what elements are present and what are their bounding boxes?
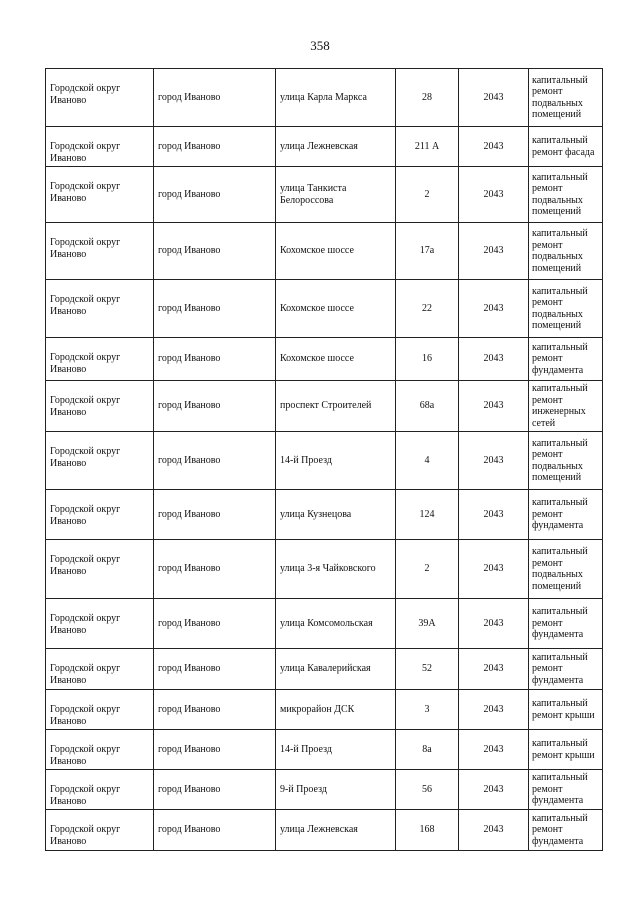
municipality-cell: Городской округ Иваново	[46, 280, 154, 338]
street-cell: Кохомское шоссе	[276, 338, 396, 381]
page-number: 358	[310, 38, 330, 53]
table-row	[46, 599, 603, 649]
work-type-cell: капитальный ремонт фундамента	[529, 490, 603, 540]
street-cell: Кохомское шоссе	[276, 223, 396, 280]
settlement-cell: город Иваново	[154, 490, 276, 540]
municipality-cell: Городской округ Иваново	[46, 69, 154, 127]
street-cell: улица Кузнецова	[276, 490, 396, 540]
year-cell: 2043	[459, 540, 529, 599]
municipality-cell: Городской округ Иваново	[46, 432, 154, 490]
housing-repair-table	[45, 68, 603, 851]
settlement-cell: город Иваново	[154, 649, 276, 690]
house-number-cell: 4	[396, 432, 459, 490]
house-number-cell: 16	[396, 338, 459, 381]
work-type-cell: капитальный ремонт фасада	[529, 127, 603, 167]
house-number-cell: 3	[396, 690, 459, 730]
table-row	[46, 649, 603, 690]
work-type-cell: капитальный ремонт подвальных помещений	[529, 167, 603, 223]
year-cell: 2043	[459, 381, 529, 432]
year-cell: 2043	[459, 490, 529, 540]
table-row	[46, 223, 603, 280]
municipality-cell: Городской округ Иваново	[46, 490, 154, 540]
municipality-cell: Городской округ Иваново	[46, 127, 154, 167]
street-cell: проспект Строителей	[276, 381, 396, 432]
street-cell: улица Танкиста Белороссова	[276, 167, 396, 223]
house-number-cell: 124	[396, 490, 459, 540]
year-cell: 2043	[459, 730, 529, 770]
municipality-cell: Городской округ Иваново	[46, 599, 154, 649]
work-type-cell: капитальный ремонт крыши	[529, 730, 603, 770]
street-cell: улица Лежневская	[276, 127, 396, 167]
table-row	[46, 69, 603, 127]
year-cell: 2043	[459, 280, 529, 338]
settlement-cell: город Иваново	[154, 280, 276, 338]
table-row	[46, 280, 603, 338]
municipality-cell: Городской округ Иваново	[46, 381, 154, 432]
year-cell: 2043	[459, 167, 529, 223]
municipality-cell: Городской округ Иваново	[46, 223, 154, 280]
house-number-cell: 2	[396, 540, 459, 599]
municipality-cell: Городской округ Иваново	[46, 730, 154, 770]
table-row	[46, 540, 603, 599]
year-cell: 2043	[459, 338, 529, 381]
settlement-cell: город Иваново	[154, 540, 276, 599]
year-cell: 2043	[459, 127, 529, 167]
settlement-cell: город Иваново	[154, 167, 276, 223]
table-row	[46, 432, 603, 490]
work-type-cell: капитальный ремонт фундамента	[529, 599, 603, 649]
settlement-cell: город Иваново	[154, 223, 276, 280]
work-type-cell: капитальный ремонт подвальных помещений	[529, 69, 603, 127]
street-cell: 14-й Проезд	[276, 432, 396, 490]
settlement-cell: город Иваново	[154, 730, 276, 770]
house-number-cell: 39А	[396, 599, 459, 649]
settlement-cell: город Иваново	[154, 338, 276, 381]
house-number-cell: 22	[396, 280, 459, 338]
settlement-cell: город Иваново	[154, 599, 276, 649]
table-row	[46, 490, 603, 540]
year-cell: 2043	[459, 810, 529, 851]
house-number-cell: 28	[396, 69, 459, 127]
municipality-cell: Городской округ Иваново	[46, 690, 154, 730]
municipality-cell: Городской округ Иваново	[46, 338, 154, 381]
municipality-cell: Городской округ Иваново	[46, 540, 154, 599]
work-type-cell: капитальный ремонт фундамента	[529, 810, 603, 851]
work-type-cell: капитальный ремонт подвальных помещений	[529, 432, 603, 490]
street-cell: микрорайон ДСК	[276, 690, 396, 730]
table-row	[46, 338, 603, 381]
municipality-cell: Городской округ Иваново	[46, 649, 154, 690]
table-row	[46, 127, 603, 167]
table-row	[46, 810, 603, 851]
settlement-cell: город Иваново	[154, 770, 276, 810]
street-cell: улица Лежневская	[276, 810, 396, 851]
settlement-cell: город Иваново	[154, 69, 276, 127]
table-row	[46, 730, 603, 770]
house-number-cell: 2	[396, 167, 459, 223]
work-type-cell: капитальный ремонт подвальных помещений	[529, 280, 603, 338]
table-row	[46, 381, 603, 432]
work-type-cell: капитальный ремонт фундамента	[529, 770, 603, 810]
table-row	[46, 770, 603, 810]
house-number-cell: 8а	[396, 730, 459, 770]
work-type-cell: капитальный ремонт фундамента	[529, 338, 603, 381]
settlement-cell: город Иваново	[154, 381, 276, 432]
street-cell: улица Комсомольская	[276, 599, 396, 649]
table-row	[46, 690, 603, 730]
municipality-cell: Городской округ Иваново	[46, 770, 154, 810]
year-cell: 2043	[459, 690, 529, 730]
year-cell: 2043	[459, 69, 529, 127]
street-cell: улица Карла Маркса	[276, 69, 396, 127]
work-type-cell: капитальный ремонт подвальных помещений	[529, 540, 603, 599]
street-cell: улица Кавалерийская	[276, 649, 396, 690]
house-number-cell: 52	[396, 649, 459, 690]
house-number-cell: 17а	[396, 223, 459, 280]
house-number-cell: 56	[396, 770, 459, 810]
settlement-cell: город Иваново	[154, 127, 276, 167]
year-cell: 2043	[459, 599, 529, 649]
year-cell: 2043	[459, 223, 529, 280]
work-type-cell: капитальный ремонт фундамента	[529, 649, 603, 690]
year-cell: 2043	[459, 432, 529, 490]
house-number-cell: 211 А	[396, 127, 459, 167]
work-type-cell: капитальный ремонт инженерных сетей	[529, 381, 603, 432]
settlement-cell: город Иваново	[154, 690, 276, 730]
street-cell: улица 3-я Чайковского	[276, 540, 396, 599]
work-type-cell: капитальный ремонт крыши	[529, 690, 603, 730]
house-number-cell: 168	[396, 810, 459, 851]
year-cell: 2043	[459, 649, 529, 690]
work-type-cell: капитальный ремонт подвальных помещений	[529, 223, 603, 280]
municipality-cell: Городской округ Иваново	[46, 810, 154, 851]
street-cell: 9-й Проезд	[276, 770, 396, 810]
street-cell: Кохомское шоссе	[276, 280, 396, 338]
house-number-cell: 68а	[396, 381, 459, 432]
table-body	[46, 69, 603, 851]
street-cell: 14-й Проезд	[276, 730, 396, 770]
table-row	[46, 167, 603, 223]
municipality-cell: Городской округ Иваново	[46, 167, 154, 223]
year-cell: 2043	[459, 770, 529, 810]
settlement-cell: город Иваново	[154, 810, 276, 851]
settlement-cell: город Иваново	[154, 432, 276, 490]
